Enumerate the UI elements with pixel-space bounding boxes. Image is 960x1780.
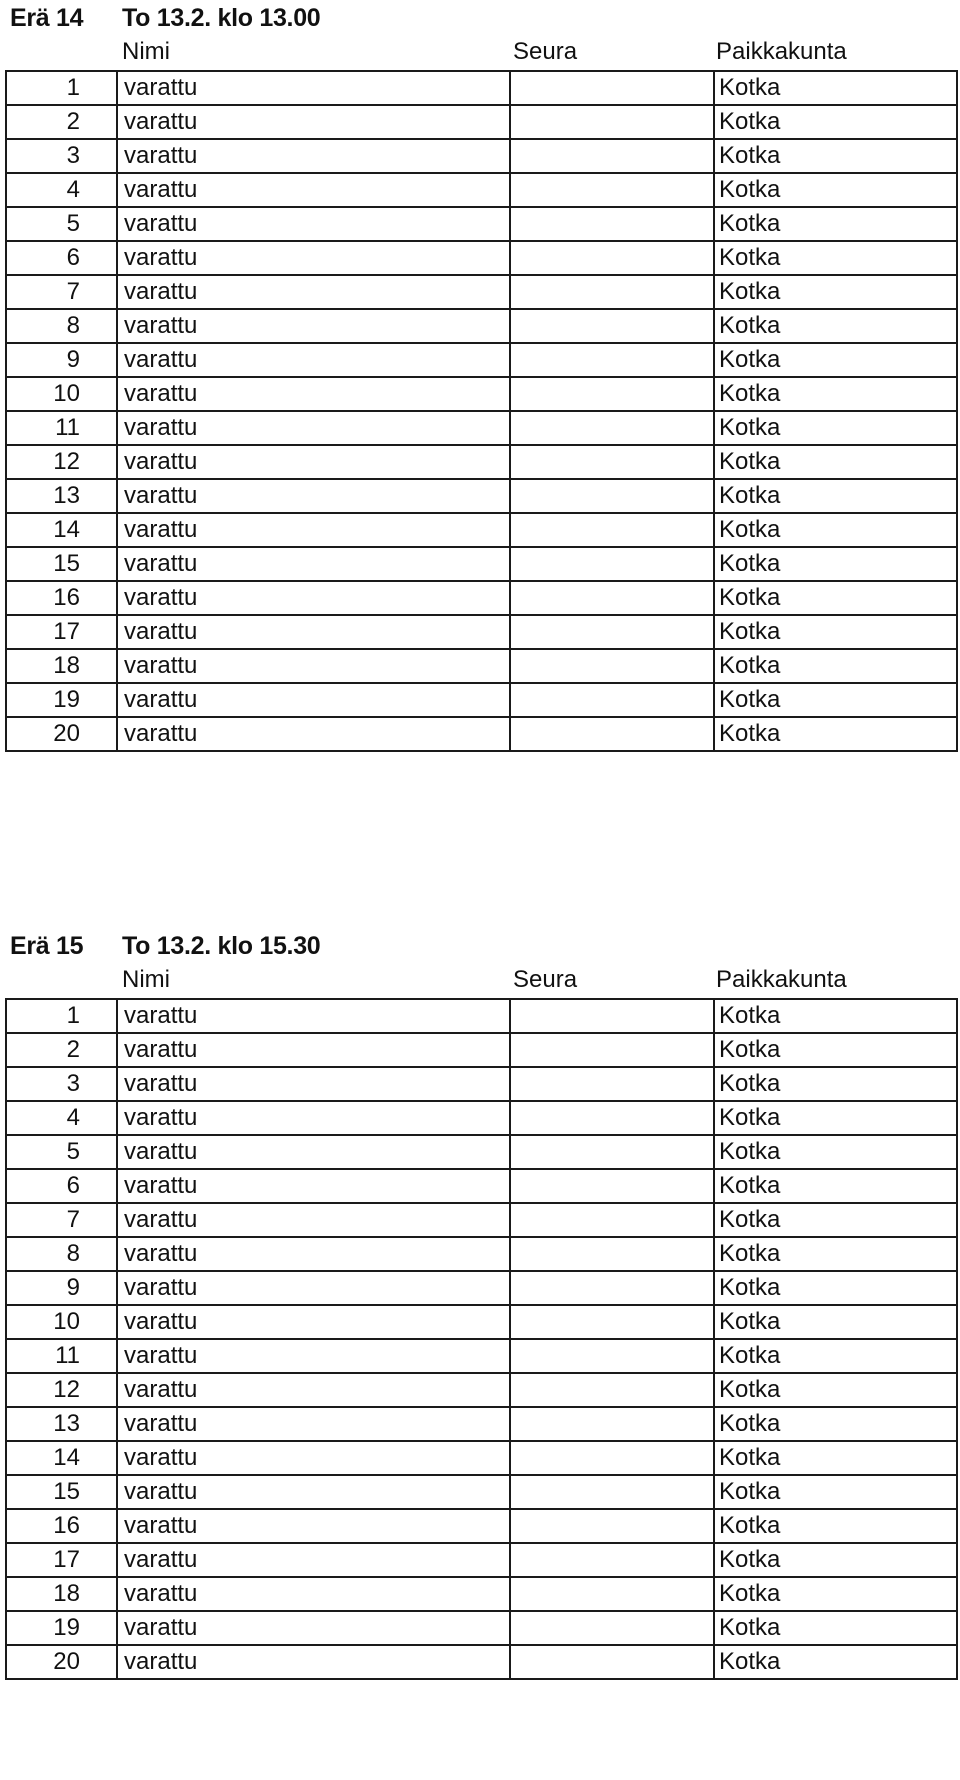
row-paikkakunta: Kotka [714,1237,957,1271]
row-paikkakunta: Kotka [714,1475,957,1509]
row-seura [510,1271,714,1305]
row-number: 10 [6,377,117,411]
row-name: varattu [117,275,510,309]
row-seura [510,1305,714,1339]
heat-section-15 [0,928,960,1675]
row-seura [510,649,714,683]
row-paikkakunta: Kotka [714,1441,957,1475]
row-number: 14 [6,513,117,547]
row-name: varattu [117,513,510,547]
row-number: 18 [6,649,117,683]
table-row [6,445,957,479]
row-name: varattu [117,1475,510,1509]
row-seura [510,139,714,173]
row-paikkakunta: Kotka [714,1067,957,1101]
table-row [6,1475,957,1509]
row-paikkakunta: Kotka [714,309,957,343]
table-row [6,1645,957,1679]
row-name: varattu [117,1645,510,1679]
row-paikkakunta: Kotka [714,241,957,275]
column-header-paikkakunta: Paikkakunta [716,38,847,65]
row-seura [510,343,714,377]
row-paikkakunta: Kotka [714,1271,957,1305]
table-row [6,139,957,173]
row-paikkakunta: Kotka [714,1169,957,1203]
table-row [6,615,957,649]
row-number: 9 [6,1271,117,1305]
row-name: varattu [117,1305,510,1339]
row-name: varattu [117,1135,510,1169]
table-row [6,343,957,377]
row-seura [510,1475,714,1509]
row-number: 8 [6,1237,117,1271]
row-name: varattu [117,1441,510,1475]
row-paikkakunta: Kotka [714,1373,957,1407]
row-name: varattu [117,139,510,173]
row-seura [510,1135,714,1169]
row-paikkakunta: Kotka [714,615,957,649]
table-row [6,1441,957,1475]
column-headers [0,966,960,993]
row-number: 13 [6,1407,117,1441]
row-name: varattu [117,1339,510,1373]
row-number: 18 [6,1577,117,1611]
row-paikkakunta: Kotka [714,1339,957,1373]
row-number: 7 [6,1203,117,1237]
row-name: varattu [117,1509,510,1543]
row-number: 16 [6,581,117,615]
row-paikkakunta: Kotka [714,1135,957,1169]
row-paikkakunta: Kotka [714,1407,957,1441]
table-row [6,71,957,105]
row-paikkakunta: Kotka [714,683,957,717]
roster-table [5,70,958,752]
row-number: 17 [6,615,117,649]
table-row [6,649,957,683]
heat-time: To 13.2. klo 13.00 [122,4,321,32]
row-number: 5 [6,1135,117,1169]
row-name: varattu [117,717,510,751]
row-number: 15 [6,547,117,581]
row-seura [510,1067,714,1101]
row-name: varattu [117,71,510,105]
row-name: varattu [117,1577,510,1611]
table-row [6,1407,957,1441]
row-name: varattu [117,411,510,445]
row-number: 17 [6,1543,117,1577]
row-name: varattu [117,309,510,343]
row-name: varattu [117,999,510,1033]
row-paikkakunta: Kotka [714,139,957,173]
row-paikkakunta: Kotka [714,513,957,547]
row-name: varattu [117,445,510,479]
column-header-paikkakunta: Paikkakunta [716,966,847,993]
column-header-nimi: Nimi [122,38,170,65]
table-row [6,513,957,547]
row-paikkakunta: Kotka [714,479,957,513]
row-name: varattu [117,1373,510,1407]
row-number: 11 [6,411,117,445]
roster-table [5,998,958,1680]
row-name: varattu [117,615,510,649]
row-seura [510,615,714,649]
row-paikkakunta: Kotka [714,411,957,445]
row-number: 16 [6,1509,117,1543]
row-paikkakunta: Kotka [714,173,957,207]
row-number: 3 [6,1067,117,1101]
row-seura [510,309,714,343]
row-name: varattu [117,1203,510,1237]
row-name: varattu [117,649,510,683]
row-number: 12 [6,445,117,479]
row-number: 6 [6,1169,117,1203]
table-row [6,1339,957,1373]
table-row [6,683,957,717]
row-seura [510,547,714,581]
row-seura [510,1543,714,1577]
row-seura [510,1033,714,1067]
row-number: 1 [6,71,117,105]
table-row [6,479,957,513]
row-paikkakunta: Kotka [714,581,957,615]
row-seura [510,1509,714,1543]
row-seura [510,581,714,615]
row-seura [510,683,714,717]
row-number: 9 [6,343,117,377]
row-name: varattu [117,1237,510,1271]
row-name: varattu [117,683,510,717]
row-seura [510,207,714,241]
row-paikkakunta: Kotka [714,1611,957,1645]
row-name: varattu [117,173,510,207]
table-row [6,1509,957,1543]
row-number: 5 [6,207,117,241]
table-row [6,309,957,343]
column-header-seura: Seura [513,38,578,65]
row-paikkakunta: Kotka [714,1509,957,1543]
row-number: 13 [6,479,117,513]
table-row [6,1543,957,1577]
row-paikkakunta: Kotka [714,1577,957,1611]
row-name: varattu [117,479,510,513]
row-seura [510,1645,714,1679]
table-row [6,411,957,445]
row-number: 2 [6,105,117,139]
row-name: varattu [117,1611,510,1645]
row-paikkakunta: Kotka [714,1645,957,1679]
table-row [6,173,957,207]
row-name: varattu [117,1101,510,1135]
row-number: 3 [6,139,117,173]
row-seura [510,1237,714,1271]
table-row [6,1271,957,1305]
table-row [6,1169,957,1203]
heat-section-14 [0,0,960,747]
row-number: 2 [6,1033,117,1067]
row-paikkakunta: Kotka [714,1543,957,1577]
row-name: varattu [117,1067,510,1101]
column-header-seura: Seura [513,966,578,993]
row-name: varattu [117,343,510,377]
row-seura [510,1577,714,1611]
row-seura [510,241,714,275]
row-name: varattu [117,207,510,241]
row-seura [510,411,714,445]
heat-time: To 13.2. klo 15.30 [122,932,321,960]
table-row [6,1203,957,1237]
table-row [6,1135,957,1169]
row-seura [510,275,714,309]
row-paikkakunta: Kotka [714,1101,957,1135]
row-name: varattu [117,1033,510,1067]
row-paikkakunta: Kotka [714,207,957,241]
row-paikkakunta: Kotka [714,547,957,581]
row-name: varattu [117,1271,510,1305]
row-paikkakunta: Kotka [714,1033,957,1067]
table-row [6,717,957,751]
row-seura [510,105,714,139]
table-row [6,1611,957,1645]
row-paikkakunta: Kotka [714,1305,957,1339]
row-seura [510,377,714,411]
column-header-nimi: Nimi [122,966,170,993]
row-number: 12 [6,1373,117,1407]
row-seura [510,717,714,751]
row-seura [510,479,714,513]
table-row [6,275,957,309]
table-row [6,105,957,139]
row-seura [510,1101,714,1135]
row-seura [510,513,714,547]
row-seura [510,1441,714,1475]
row-seura [510,1373,714,1407]
row-number: 20 [6,717,117,751]
row-paikkakunta: Kotka [714,649,957,683]
row-name: varattu [117,1543,510,1577]
row-number: 11 [6,1339,117,1373]
table-row [6,207,957,241]
row-name: varattu [117,241,510,275]
table-row [6,1067,957,1101]
row-number: 7 [6,275,117,309]
row-number: 15 [6,1475,117,1509]
row-name: varattu [117,1407,510,1441]
row-paikkakunta: Kotka [714,275,957,309]
table-row [6,1305,957,1339]
row-seura [510,1203,714,1237]
table-row [6,1101,957,1135]
table-row [6,1373,957,1407]
row-number: 19 [6,1611,117,1645]
row-number: 20 [6,1645,117,1679]
table-row [6,1237,957,1271]
table-row [6,999,957,1033]
row-seura [510,173,714,207]
row-number: 10 [6,1305,117,1339]
table-row [6,581,957,615]
row-paikkakunta: Kotka [714,717,957,751]
row-number: 4 [6,173,117,207]
row-seura [510,1611,714,1645]
row-seura [510,1407,714,1441]
row-seura [510,71,714,105]
row-paikkakunta: Kotka [714,1203,957,1237]
row-seura [510,999,714,1033]
row-number: 19 [6,683,117,717]
row-number: 8 [6,309,117,343]
row-seura [510,445,714,479]
row-name: varattu [117,581,510,615]
row-number: 4 [6,1101,117,1135]
row-number: 14 [6,1441,117,1475]
row-seura [510,1169,714,1203]
row-paikkakunta: Kotka [714,999,957,1033]
row-paikkakunta: Kotka [714,343,957,377]
row-number: 6 [6,241,117,275]
row-paikkakunta: Kotka [714,377,957,411]
row-paikkakunta: Kotka [714,105,957,139]
column-headers [0,38,960,65]
table-row [6,241,957,275]
row-name: varattu [117,105,510,139]
table-row [6,377,957,411]
row-number: 1 [6,999,117,1033]
row-name: varattu [117,547,510,581]
table-row [6,1577,957,1611]
row-paikkakunta: Kotka [714,445,957,479]
row-name: varattu [117,377,510,411]
row-paikkakunta: Kotka [714,71,957,105]
row-name: varattu [117,1169,510,1203]
heat-label: Erä 15 [10,932,84,960]
table-row [6,1033,957,1067]
row-seura [510,1339,714,1373]
heat-label: Erä 14 [10,4,84,32]
table-row [6,547,957,581]
